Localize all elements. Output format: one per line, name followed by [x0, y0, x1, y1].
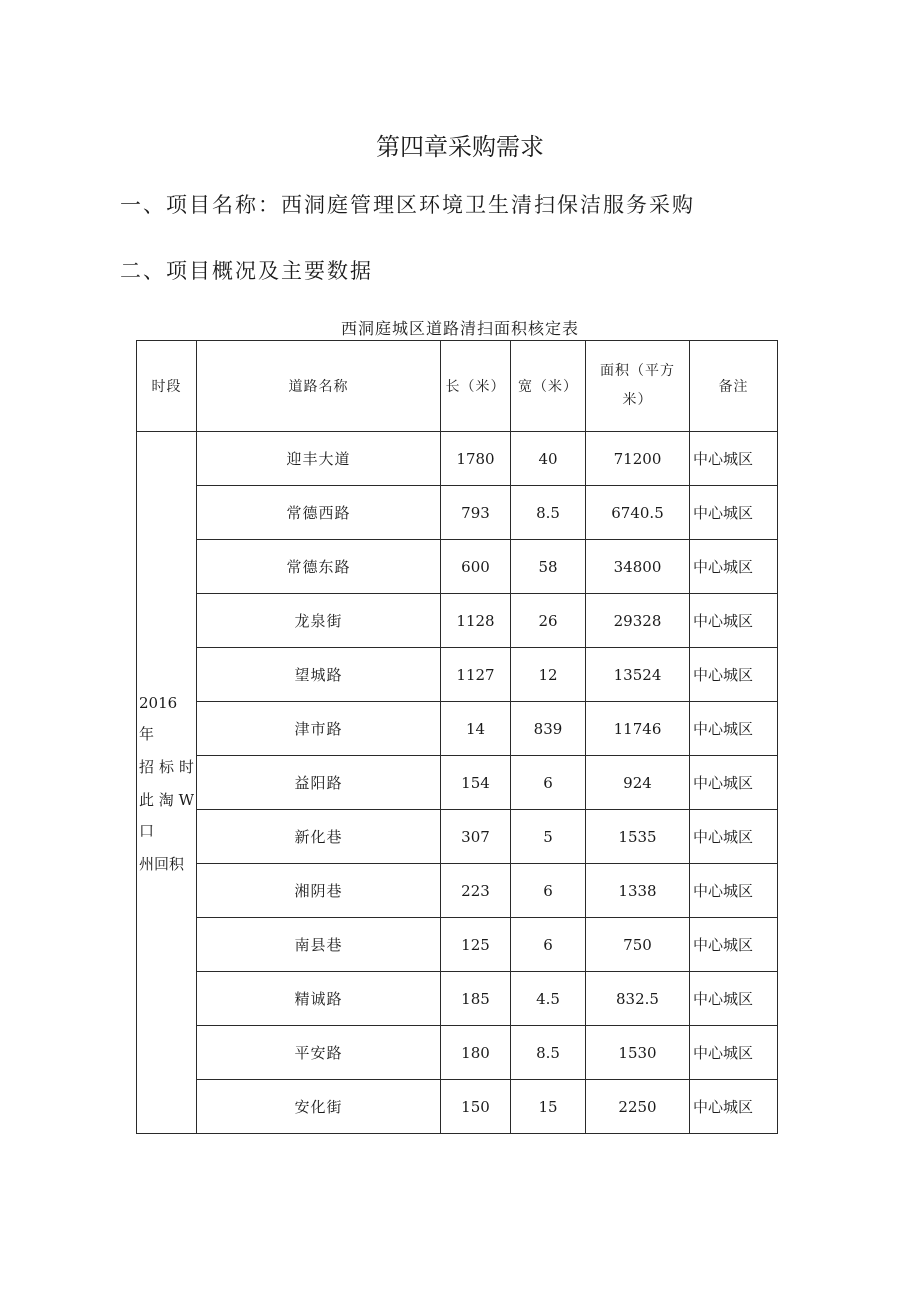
width-cell: 5 — [511, 810, 586, 864]
header-width: 宽（米） — [511, 341, 586, 432]
table-row — [137, 810, 778, 864]
area-cell: 832.5 — [586, 972, 690, 1026]
road-name-cell: 益阳路 — [197, 756, 441, 810]
road-name-cell: 津市路 — [197, 702, 441, 756]
header-area-line1: 面积（平方 — [600, 363, 675, 379]
note-cell: 中心城区 — [690, 702, 778, 756]
road-name-cell: 龙泉街 — [197, 594, 441, 648]
note-cell: 中心城区 — [690, 864, 778, 918]
road-name-cell: 精诚路 — [197, 972, 441, 1026]
header-area-line2: 米） — [622, 392, 653, 408]
road-name-cell: 南县巷 — [197, 918, 441, 972]
length-cell: 307 — [441, 810, 511, 864]
width-cell: 40 — [511, 432, 586, 486]
road-name-cell: 迎丰大道 — [197, 432, 441, 486]
width-cell: 839 — [511, 702, 586, 756]
note-cell: 中心城区 — [690, 918, 778, 972]
chapter-title: 第四章采购需求 — [376, 133, 544, 161]
length-cell: 793 — [441, 486, 511, 540]
note-cell: 中心城区 — [690, 432, 778, 486]
note-cell: 中心城区 — [690, 540, 778, 594]
width-cell: 6 — [511, 918, 586, 972]
area-cell: 6740.5 — [586, 486, 690, 540]
width-cell: 6 — [511, 756, 586, 810]
area-cell: 29328 — [586, 594, 690, 648]
note-cell: 中心城区 — [690, 972, 778, 1026]
area-cell: 2250 — [586, 1080, 690, 1134]
length-cell: 1780 — [441, 432, 511, 486]
length-cell: 1128 — [441, 594, 511, 648]
width-cell: 15 — [511, 1080, 586, 1134]
length-cell: 600 — [441, 540, 511, 594]
length-cell: 1127 — [441, 648, 511, 702]
road-name-cell: 安化街 — [197, 1080, 441, 1134]
table-row — [137, 756, 778, 810]
road-name-cell: 湘阴巷 — [197, 864, 441, 918]
table-row — [137, 1080, 778, 1134]
table-row — [137, 972, 778, 1026]
width-cell: 26 — [511, 594, 586, 648]
area-cell: 13524 — [586, 648, 690, 702]
road-name-cell: 平安路 — [197, 1026, 441, 1080]
width-cell: 8.5 — [511, 1026, 586, 1080]
period-label-line3: 此淘W口 — [139, 790, 194, 840]
area-cell: 1530 — [586, 1026, 690, 1080]
length-cell: 14 — [441, 702, 511, 756]
period-label-line1: 2016 年 — [139, 693, 178, 743]
table-row — [137, 918, 778, 972]
area-cell: 750 — [586, 918, 690, 972]
area-cell: 11746 — [586, 702, 690, 756]
note-cell: 中心城区 — [690, 756, 778, 810]
table-row — [137, 594, 778, 648]
width-cell: 4.5 — [511, 972, 586, 1026]
length-cell: 180 — [441, 1026, 511, 1080]
period-label-line2: 招标时 — [139, 757, 194, 776]
period-label-line4: 州回积 — [139, 854, 185, 873]
length-cell: 223 — [441, 864, 511, 918]
table-caption: 西洞庭城区道路清扫面积核定表 — [340, 319, 579, 338]
road-area-table — [136, 340, 778, 1134]
section-heading-project-name: 一、项目名称：西洞庭管理区环境卫生清扫保洁服务采购 — [120, 193, 695, 217]
section-heading-overview: 二、项目概况及主要数据 — [120, 259, 373, 283]
table-row — [137, 1026, 778, 1080]
area-cell: 34800 — [586, 540, 690, 594]
header-note: 备注 — [690, 341, 778, 432]
road-name-cell: 新化巷 — [197, 810, 441, 864]
width-cell: 8.5 — [511, 486, 586, 540]
note-cell: 中心城区 — [690, 648, 778, 702]
area-cell: 924 — [586, 756, 690, 810]
length-cell: 150 — [441, 1080, 511, 1134]
note-cell: 中心城区 — [690, 486, 778, 540]
road-name-cell: 常德西路 — [197, 486, 441, 540]
length-cell: 154 — [441, 756, 511, 810]
header-period: 时段 — [137, 341, 197, 432]
width-cell: 12 — [511, 648, 586, 702]
width-cell: 58 — [511, 540, 586, 594]
table-row — [137, 432, 778, 486]
period-cell — [137, 432, 197, 1134]
area-cell: 1535 — [586, 810, 690, 864]
road-name-cell: 望城路 — [197, 648, 441, 702]
road-name-cell: 常德东路 — [197, 540, 441, 594]
note-cell: 中心城区 — [690, 1080, 778, 1134]
header-length: 长（米） — [441, 341, 511, 432]
note-cell: 中心城区 — [690, 594, 778, 648]
note-cell: 中心城区 — [690, 1026, 778, 1080]
table-row — [137, 540, 778, 594]
table-header-row — [137, 341, 778, 432]
area-cell: 1338 — [586, 864, 690, 918]
length-cell: 185 — [441, 972, 511, 1026]
length-cell: 125 — [441, 918, 511, 972]
table-row — [137, 486, 778, 540]
header-area — [586, 341, 690, 432]
area-cell: 71200 — [586, 432, 690, 486]
table-row — [137, 648, 778, 702]
note-cell: 中心城区 — [690, 810, 778, 864]
table-row — [137, 702, 778, 756]
table-row — [137, 864, 778, 918]
header-road-name: 道路名称 — [197, 341, 441, 432]
width-cell: 6 — [511, 864, 586, 918]
